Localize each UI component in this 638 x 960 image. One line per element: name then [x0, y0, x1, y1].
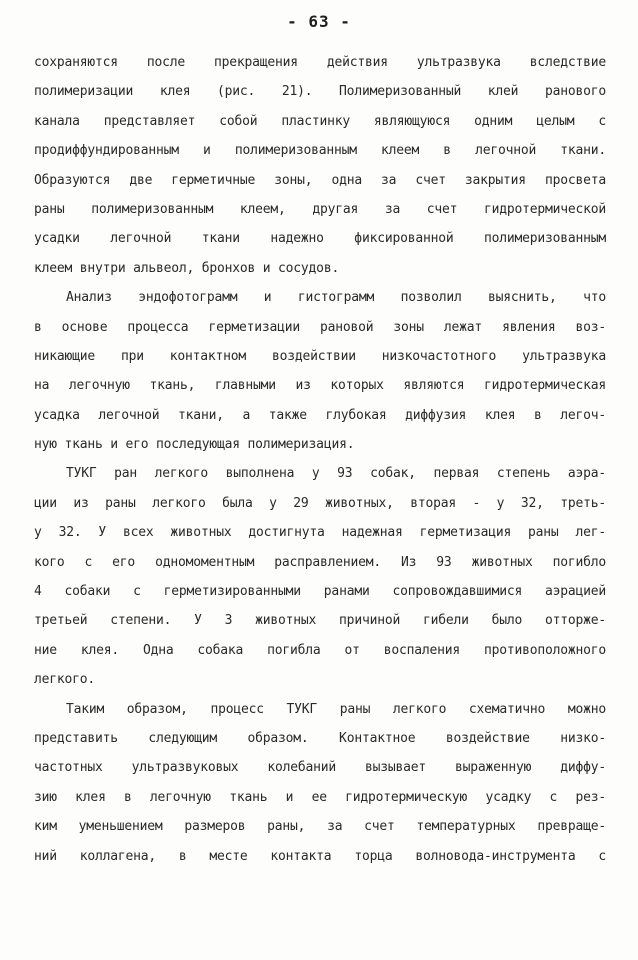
text-line: канала представляет собой пластинку являющуюся одним целым с — [34, 113, 606, 129]
text-line: Образуются две герметичные зоны, одна за счет закрытия просвета — [34, 172, 606, 188]
text-line: у 32. У всех животных достигнута надежная герметизация раны лег- — [34, 525, 606, 541]
text-line: частотных ультразвуковых колебаний вызывает выраженную диффу- — [34, 760, 606, 776]
text-line: в основе процесса герметизации рановой зоны лежат явления воз- — [34, 319, 606, 335]
text-line: представить следующим образом. Контактное воздействие низко- — [34, 730, 606, 746]
text-line: продиффундированным и полимеризованным клеем в легочной ткани. — [34, 143, 606, 159]
text-line: усадка легочной ткани, а также глубокая диффузия клея в легоч- — [34, 407, 606, 423]
text-line: усадки легочной ткани надежно фиксированной полимеризованным — [34, 231, 606, 247]
text-line: легкого. — [34, 672, 96, 688]
text-line: ние клея. Одна собака погибла от воспаления противоположного — [34, 642, 606, 658]
text-line: полимеризации клея (рис. 21). Полимеризованный клей ранового — [34, 84, 606, 100]
text-line: сохраняются после прекращения действия ультразвука вследствие — [34, 55, 606, 70]
text-line: никающие при контактном воздействии низкочастотного ультразвука — [34, 348, 606, 364]
text-line: Анализ эндофотограмм и гистограмм позволил выяснить, что — [66, 290, 606, 306]
text-line: третьей степени. У 3 животных причиной гибели было отторже- — [34, 613, 606, 629]
text-line: ТУКГ ран легкого выполнена у 93 собак, первая степень аэра- — [66, 466, 606, 482]
text-line: ким уменьшением размеров раны, за счет температурных превраще- — [34, 819, 606, 835]
text-line: Таким образом, процесс ТУКГ раны легкого схематично можно — [66, 701, 606, 717]
body-text — [34, 48, 606, 871]
text-line: зию клея в легочную ткань и ее гидротермическую усадку с рез- — [34, 789, 606, 805]
page-number: - 63 - — [287, 12, 351, 31]
text-line: раны полимеризованным клеем, другая за счет гидротермической — [34, 201, 606, 217]
text-line: клеем внутри альвеол, бронхов и сосудов. — [34, 260, 340, 276]
text-line: ний коллагена, в месте контакта торца волновода-инструмента с — [34, 848, 606, 864]
text-line: на легочную ткань, главными из которых являются гидротермическая — [34, 378, 606, 394]
text-line: 4 собаки с герметизированными ранами сопровождавшимися аэрацией — [34, 584, 606, 600]
text-line: ции из раны легкого была у 29 животных, вторая - у 32, треть- — [34, 495, 606, 511]
text-line: ную ткань и его последующая полимеризация. — [34, 437, 355, 453]
text-line: кого с его одномоментным расправлением. Из 93 животных погибло — [34, 554, 606, 570]
